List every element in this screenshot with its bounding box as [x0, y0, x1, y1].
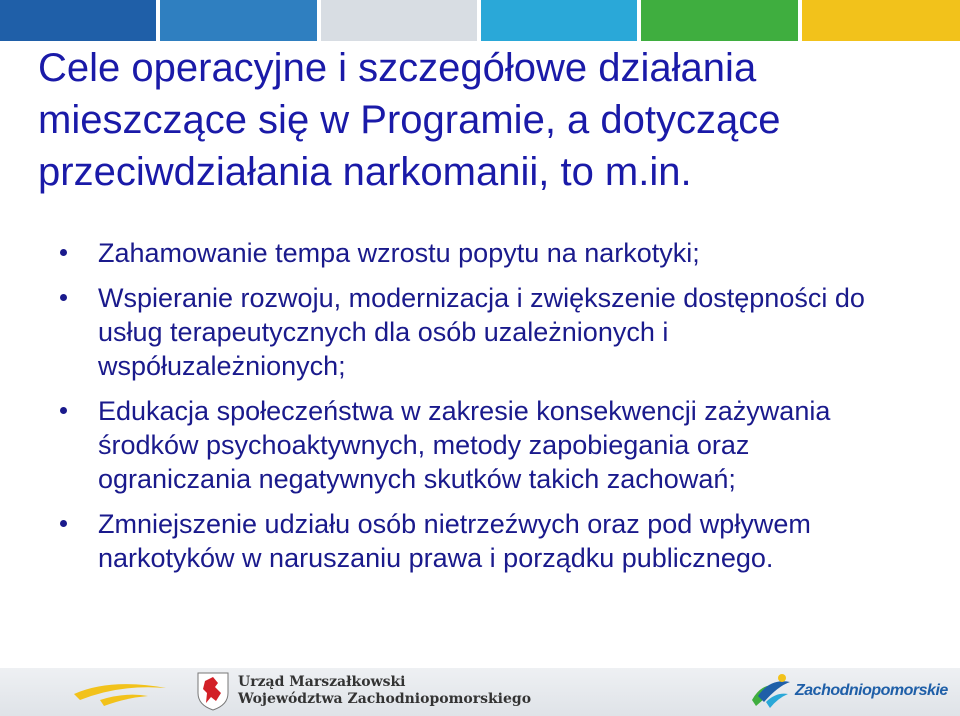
region-logo-icon	[748, 672, 794, 712]
slide-title: Cele operacyjne i szczegółowe działania mieszczące się w Programie, a dotyczące przeciwdziałania narkomanii, to m.in.	[38, 46, 781, 194]
bullet-icon	[60, 407, 67, 414]
top-color-bar	[0, 0, 960, 41]
griffin-crest-icon	[196, 671, 230, 711]
bullet-text: Edukacja społeczeństwa w zakresie konsekwencji zażywania środków psychoaktywnych, metody zapobiegania oraz ograniczania negatywnych skutków takich zachowań;	[98, 396, 831, 494]
list-item	[60, 394, 900, 496]
region-logo-text: Zachodniopomorskie	[795, 682, 948, 699]
footer	[0, 668, 960, 716]
list-item	[60, 507, 900, 575]
list-item	[60, 281, 900, 383]
office-name-line: Urząd Marszałkowski	[238, 674, 406, 690]
top-bar-segment	[160, 0, 316, 41]
office-name	[238, 674, 531, 708]
list-item	[60, 236, 900, 270]
bullet-text: Zahamowanie tempa wzrostu popytu na narkotyki;	[98, 238, 700, 268]
bullet-text: Wspieranie rozwoju, modernizacja i zwiększenie dostępności do usług terapeutycznych dla osób uzależnionych i współuzależnionych;	[98, 283, 865, 381]
top-bar-segment	[0, 0, 156, 41]
office-name-line: Województwa Zachodniopomorskiego	[238, 691, 532, 707]
top-bar-segment	[481, 0, 637, 41]
bullet-icon	[60, 249, 67, 256]
bullet-text: Zmniejszenie udziału osób nietrzeźwych oraz pod wpływem narkotyków w naruszaniu prawa i porządku publicznego.	[98, 509, 811, 573]
bullet-icon	[60, 520, 67, 527]
bullet-icon	[60, 294, 67, 301]
sun-logo-icon	[70, 674, 170, 708]
top-bar-segment	[641, 0, 797, 41]
top-bar-segment	[321, 0, 477, 41]
bullet-list	[60, 236, 900, 586]
top-bar-segment	[802, 0, 960, 41]
